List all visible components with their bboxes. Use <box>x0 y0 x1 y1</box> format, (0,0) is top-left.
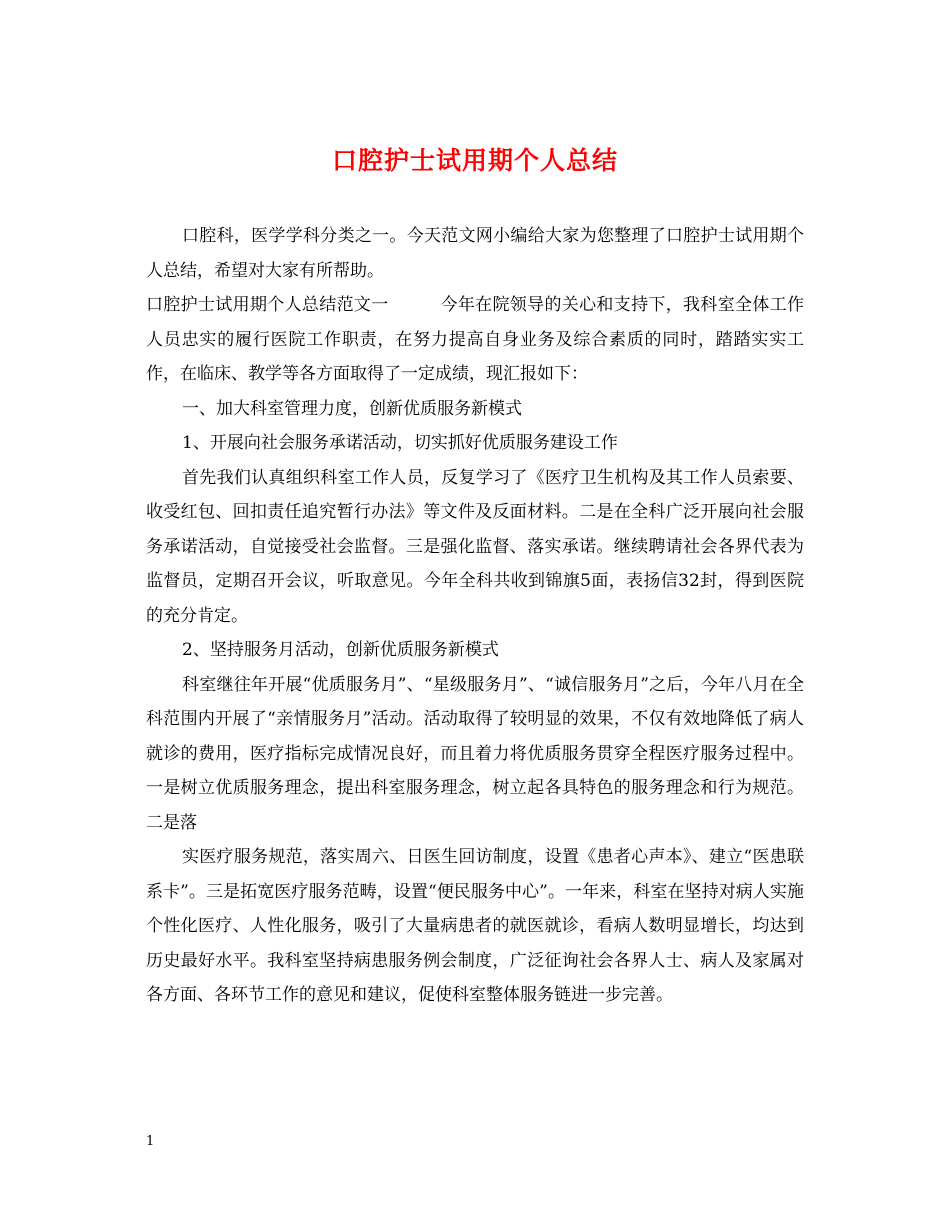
paragraph-intro: 口腔科，医学学科分类之一。今天范文网小编给大家为您整理了口腔护士试用期个人总结，希望对大家有所帮助。 <box>146 226 804 281</box>
heading-item-two: 2、坚持服务月活动，创新优质服务新模式 <box>182 640 499 660</box>
document-body <box>146 219 804 1013</box>
page-number: 1 <box>146 1134 155 1149</box>
page-title: 口腔护士试用期个人总结 <box>331 146 618 175</box>
paragraph-item-two-continued: 实医疗服务规范，落实周六、日医生回访制度，设置《患者心声本》、建立“医患联系卡”。三是拓宽医疗服务范畴，设置“便民服务中心”。一年来，科室在坚持对病人实施个性化医疗、人性化服务，吸引了大量病患者的就医就诊，看病人数明显增长，均达到历史最好水平。我科室坚持病患服务例会制度，广泛征询社会各界人士、病人及家属对各方面、各环节工作的意见和建议，促使科室整体服务链进一步完善。 <box>146 847 804 1005</box>
heading-item-one: 1、开展向社会服务承诺活动，切实抓好优质服务建设工作 <box>182 433 618 453</box>
paragraph-sample-one: 口腔护士试用期个人总结范文一 今年在院领导的关心和支持下，我科室全体工作人员忠实的履行医院工作职责，在努力提高自身业务及综合素质的同时，踏踏实实工作，在临床、教学等各方面取得了一定成绩，现汇报如下： <box>146 295 804 384</box>
heading-section-one: 一、加大科室管理力度，创新优质服务新模式 <box>182 398 522 419</box>
paragraph-item-two: 科室继往年开展“优质服务月”、“星级服务月”、“诚信服务月”之后，今年八月在全科范围内开展了“亲情服务月”活动。活动取得了较明显的效果，不仅有效地降低了病人就诊的费用，医疗指标完成情况良好，而且着力将优质服务贯穿全程医疗服务过程中。一是树立优质服务理念，提出科室服务理念，树立起各具特色的服务理念和行为规范。二是落 <box>146 674 804 833</box>
paragraph-item-one: 首先我们认真组织科室工作人员，反复学习了《医疗卫生机构及其工作人员索要、收受红包、回扣责任追究暂行办法》等文件及反面材料。二是在全科广泛开展向社会服务承诺活动，自觉接受社会监督。三是强化监督、落实承诺。继续聘请社会各界代表为监督员，定期召开会议，听取意见。今年全科共收到锦旗5面，表扬信32封，得到医院的充分肯定。 <box>146 467 804 626</box>
